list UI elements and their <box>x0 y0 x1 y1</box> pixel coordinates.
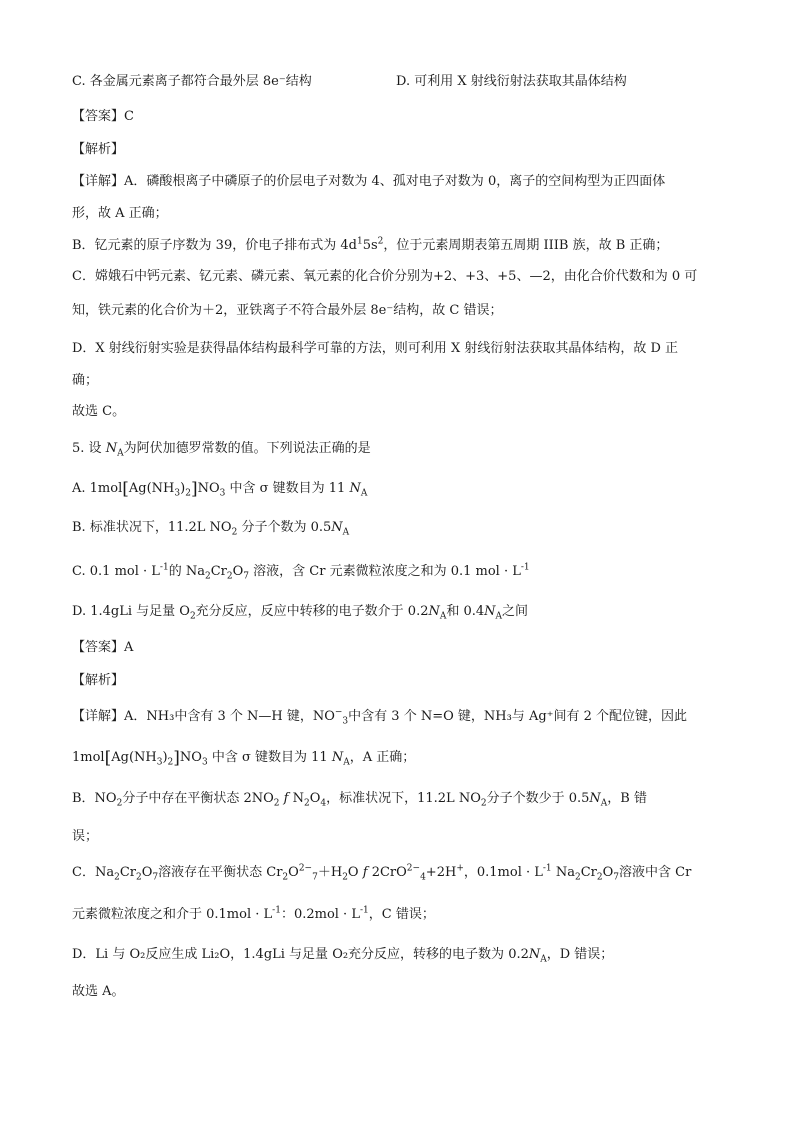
q4-detail-a-2: 形，故 A 正确； <box>72 206 168 221</box>
q4-detail-a-1: 【详解】A．磷酸根离子中磷原子的价层电子对数为 4、孤对电子对数为 0，离子的空间构型为正四面体 <box>72 174 666 189</box>
q4-detail-b: B．钇元素的原子序数为 39，价电子排布式为 $4d^15s^2$，位于元素周期表第五周期 IIIB 族，故 B 正确； <box>72 236 669 253</box>
q5-option-a: A. $1mol[Ag(NH_3)_2]NO_3$ 中含 σ 键数目为 11 $N_A$ <box>72 479 368 499</box>
q5-detail-c-1: C．$Na_2Cr_2O_7$溶液存在平衡状态 $Cr_2O^{2-}_7+H_2O$ f 2CrO$^{2-}_4$+2H+，$0.1mol \cdot L^{-1}$ $Na_2Cr_2O_7$溶液中含 Cr <box>72 863 692 883</box>
q4-detail-d-2: 确； <box>72 373 99 388</box>
q5-stem: 5. 设 $N_A$为阿伏加德罗常数的值。下列说法正确的是 <box>72 441 371 459</box>
q5-detail-a-2: $1mol[Ag(NH_3)_2]NO_3$ 中含 σ 键数目为 11 $N_A$，A 正确； <box>72 748 416 768</box>
q5-analysis-heading: 【解析】 <box>72 673 125 688</box>
q5-option-b: B. 标准状况下，11.2L $NO_2$ 分子个数为 $0.5N_A$ <box>72 520 350 538</box>
q4-answer: 【答案】C <box>72 109 134 124</box>
q5-detail-b-2: 误； <box>72 829 99 844</box>
q4-detail-c-2: 知，铁元素的化合价为＋2，亚铁离子不符合最外层 8e⁻结构，故 C 错误； <box>72 303 503 318</box>
q4-analysis-heading: 【解析】 <box>72 142 125 157</box>
q5-detail-c-2: 元素微粒浓度之和介于 $0.1mol \cdot L^{-1}$：$0.2mol \cdot L^{-1}$，C 错误； <box>72 905 435 922</box>
q5-option-c: C. 0.1 mol · $L^{-1}$的 $Na_2Cr_2O_7$ 溶液，含 Cr 元素微粒浓度之和为 0.1 mol · $L^{-1}$ <box>72 562 530 582</box>
q5-answer: 【答案】A <box>72 640 134 655</box>
option-d-prev: D. 可利用 X 射线衍射法获取其晶体结构 <box>396 74 627 89</box>
q5-detail-a-1: 【详解】A．NH₃中含有 3 个 N—H 键，$NO^-_3$中含有 3 个 N=O 键，NH₃与 Ag⁺间有 2 个配位键，因此 <box>72 707 688 727</box>
q4-detail-d-1: D．X 射线衍射实验是获得晶体结构最科学可靠的方法，则可利用 X 射线衍射法获取其晶体结构，故 D 正 <box>72 341 679 356</box>
q4-detail-c-1: C．嫦娥石中钙元素、钇元素、磷元素、氧元素的化合价分别为+2、+3、+5、—2，由化合价代数和为 0 可 <box>72 269 698 284</box>
option-c-prev: C. 各金属元素离子都符合最外层 8e⁻结构 <box>72 74 312 89</box>
q5-conclusion: 故选 A。 <box>72 984 125 999</box>
q5-option-d: D. 1.4gLi 与足量 $O_2$充分反应，反应中转移的电子数介于 $0.2N_A$和 $0.4N_A$之间 <box>72 604 529 622</box>
q4-conclusion: 故选 C。 <box>72 404 126 419</box>
q5-detail-d: D．Li 与 O₂反应生成 Li₂O，1.4gLi 与足量 O₂充分反应，转移的电子数为 $0.2N_A$，D 错误； <box>72 947 614 965</box>
q5-detail-b-1: B．$NO_2$分子中存在平衡状态 $2NO_2$ f $N_2O_4$，标准状况下，11.2L $NO_2$分子个数少于 $0.5N_A$，B 错 <box>72 791 647 809</box>
